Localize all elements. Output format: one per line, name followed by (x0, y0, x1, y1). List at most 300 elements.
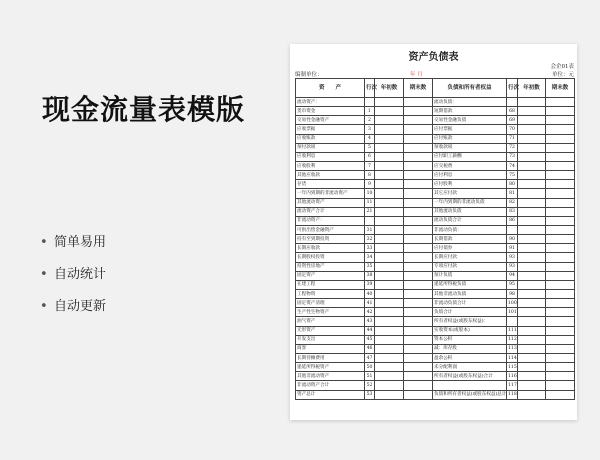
asset-label: 其他应收款 (296, 171, 365, 180)
feature-label: 自动更新 (54, 299, 107, 314)
liability-label: 所有者权益(或股东权益)合计 (433, 372, 507, 381)
table-row (296, 344, 575, 353)
liability-line-no: 75 (507, 171, 518, 180)
asset-opening-value (375, 225, 404, 234)
liability-opening-value (518, 253, 546, 262)
asset-opening-value (375, 207, 404, 216)
asset-opening-value (375, 390, 404, 399)
currency-unit: 单位：元 (551, 72, 574, 78)
asset-label: 固定资产清理 (296, 299, 365, 308)
liability-opening-value (518, 353, 546, 362)
liability-line-no: 91 (507, 244, 518, 253)
asset-closing-value (404, 308, 433, 317)
bullet-icon: • (40, 267, 48, 282)
header-closing: 期末数 (546, 79, 575, 98)
liability-label: 预计负债 (433, 271, 507, 280)
asset-label: 预付款项 (296, 143, 365, 152)
asset-opening-value (375, 344, 404, 353)
table-row (296, 152, 575, 161)
table-row (296, 125, 575, 134)
asset-closing-value (404, 381, 433, 390)
asset-closing-value (404, 289, 433, 298)
asset-line-no: 46 (365, 344, 375, 353)
sheet-title: 资产负债表 (408, 52, 459, 63)
table-row (296, 198, 575, 207)
feature-item (40, 297, 106, 329)
liability-line-no: 116 (507, 372, 518, 381)
date-label: 年 月 (410, 72, 423, 78)
liability-label: 负债合计 (433, 308, 507, 317)
liability-opening-value (518, 244, 546, 253)
asset-opening-value (375, 262, 404, 271)
asset-line-no: 42 (365, 308, 375, 317)
asset-opening-value (375, 116, 404, 125)
liability-line-no: 113 (507, 344, 518, 353)
asset-closing-value (404, 363, 433, 372)
table-row (296, 244, 575, 253)
asset-closing-value (404, 98, 433, 107)
asset-opening-value (375, 308, 404, 317)
liability-opening-value (518, 225, 546, 234)
asset-line-no: 41 (365, 299, 375, 308)
liability-closing-value (546, 189, 575, 198)
asset-closing-value (404, 253, 433, 262)
liability-opening-value (518, 98, 546, 107)
liability-opening-value (518, 363, 546, 372)
asset-opening-value (375, 180, 404, 189)
asset-opening-value (375, 107, 404, 116)
asset-label: 存货 (296, 180, 365, 189)
asset-opening-value (375, 125, 404, 134)
liability-closing-value (546, 289, 575, 298)
asset-label: 长期待摊费用 (296, 353, 365, 362)
header-liabilities: 负债和所有者权益 (433, 79, 507, 98)
table-row (296, 317, 575, 326)
table-header-row (296, 79, 575, 98)
asset-closing-value (404, 207, 433, 216)
asset-closing-value (404, 198, 433, 207)
balance-sheet-preview (290, 44, 577, 420)
liability-line-no: 86 (507, 216, 518, 225)
asset-label: 在建工程 (296, 280, 365, 289)
asset-line-no: 5 (365, 143, 375, 152)
liability-label: 实收资本(或股本) (433, 326, 507, 335)
asset-label: 应收账款 (296, 134, 365, 143)
liability-closing-value (546, 262, 575, 271)
table-row (296, 107, 575, 116)
asset-closing-value (404, 271, 433, 280)
asset-closing-value (404, 125, 433, 134)
asset-line-no: 40 (365, 289, 375, 298)
asset-label: 无形资产 (296, 326, 365, 335)
liability-line-no: 74 (507, 161, 518, 170)
liability-label: 应付票据 (433, 125, 507, 134)
table-row (296, 390, 575, 399)
liability-closing-value (546, 235, 575, 244)
table-row (296, 180, 575, 189)
hero-title: 现金流量表模版 (42, 93, 246, 126)
liability-closing-value (546, 207, 575, 216)
liability-closing-value (546, 134, 575, 143)
balance-table (295, 78, 575, 400)
asset-line-no: 32 (365, 235, 375, 244)
asset-label: 工程物资 (296, 289, 365, 298)
asset-opening-value (375, 171, 404, 180)
liability-closing-value (546, 107, 575, 116)
form-number: 会企01表 (550, 64, 574, 70)
asset-label: 其他流动资产 (296, 198, 365, 207)
asset-label: 非流动资产： (296, 216, 365, 225)
liability-line-no: 72 (507, 143, 518, 152)
asset-line-no (365, 216, 375, 225)
table-row (296, 262, 575, 271)
liability-closing-value (546, 308, 575, 317)
liability-line-no: 117 (507, 381, 518, 390)
asset-label: 流动资产合计 (296, 207, 365, 216)
table-row (296, 335, 575, 344)
asset-label: 固定资产 (296, 271, 365, 280)
liability-label: 预收款项 (433, 143, 507, 152)
asset-line-no: 10 (365, 189, 375, 198)
asset-label: 油气资产 (296, 317, 365, 326)
liability-label: 非流动负债合计 (433, 299, 507, 308)
table-row (296, 134, 575, 143)
liability-closing-value (546, 299, 575, 308)
liability-opening-value (518, 107, 546, 116)
asset-closing-value (404, 244, 433, 253)
asset-label: 递延所得税资产 (296, 363, 365, 372)
table-row (296, 171, 575, 180)
liability-line-no: 93 (507, 262, 518, 271)
liability-closing-value (546, 344, 575, 353)
liability-opening-value (518, 390, 546, 399)
liability-closing-value (546, 116, 575, 125)
company-label: 编制单位： (295, 72, 323, 78)
liability-label: 递延所得税负债 (433, 280, 507, 289)
asset-label: 流动资产： (296, 98, 365, 107)
liability-label: 应付账款 (433, 134, 507, 143)
liability-closing-value (546, 171, 575, 180)
liability-opening-value (518, 344, 546, 353)
asset-closing-value (404, 116, 433, 125)
asset-line-no: 7 (365, 161, 375, 170)
asset-label: 资产总计 (296, 390, 365, 399)
asset-label: 货币资金 (296, 107, 365, 116)
asset-label: 商誉 (296, 344, 365, 353)
liability-label: 减：库存股 (433, 344, 507, 353)
table-row (296, 372, 575, 381)
asset-closing-value (404, 143, 433, 152)
liability-label: 流动负债合计 (433, 216, 507, 225)
liability-opening-value (518, 125, 546, 134)
feature-label: 自动统计 (54, 267, 107, 282)
asset-closing-value (404, 235, 433, 244)
asset-closing-value (404, 372, 433, 381)
asset-opening-value (375, 289, 404, 298)
liability-opening-value (518, 317, 546, 326)
liability-closing-value (546, 225, 575, 234)
liability-opening-value (518, 289, 546, 298)
asset-label: 应收票据 (296, 125, 365, 134)
table-row (296, 299, 575, 308)
asset-label: 其他非流动资产 (296, 372, 365, 381)
liability-opening-value (518, 381, 546, 390)
liability-opening-value (518, 143, 546, 152)
asset-label: 开发支出 (296, 335, 365, 344)
asset-closing-value (404, 161, 433, 170)
liability-opening-value (518, 299, 546, 308)
liability-line-no: 94 (507, 271, 518, 280)
asset-line-no (365, 98, 375, 107)
liability-line-no: 115 (507, 363, 518, 372)
liability-opening-value (518, 152, 546, 161)
bullet-icon: • (40, 299, 48, 314)
asset-line-no: 53 (365, 390, 375, 399)
table-row (296, 98, 575, 107)
liability-label: 一年内到期的非流动负债 (433, 198, 507, 207)
asset-line-no: 43 (365, 317, 375, 326)
liability-label: 盈余公积 (433, 353, 507, 362)
header-line: 行次 (507, 79, 518, 98)
liability-opening-value (518, 235, 546, 244)
liability-opening-value (518, 271, 546, 280)
liability-label (433, 381, 507, 390)
liability-opening-value (518, 216, 546, 225)
liability-closing-value (546, 372, 575, 381)
asset-line-no: 9 (365, 180, 375, 189)
asset-label: 非流动资产合计 (296, 381, 365, 390)
asset-opening-value (375, 198, 404, 207)
liability-closing-value (546, 125, 575, 134)
asset-opening-value (375, 381, 404, 390)
asset-opening-value (375, 216, 404, 225)
asset-line-no: 44 (365, 326, 375, 335)
asset-line-no: 6 (365, 152, 375, 161)
feature-item (40, 265, 106, 297)
liability-label: 交易性金融负债 (433, 116, 507, 125)
liability-closing-value (546, 253, 575, 262)
asset-opening-value (375, 372, 404, 381)
asset-opening-value (375, 134, 404, 143)
table-row (296, 189, 575, 198)
asset-opening-value (375, 363, 404, 372)
asset-opening-value (375, 317, 404, 326)
liability-line-no: 80 (507, 180, 518, 189)
liability-closing-value (546, 98, 575, 107)
liability-line-no: 73 (507, 152, 518, 161)
asset-closing-value (404, 390, 433, 399)
table-row (296, 363, 575, 372)
header-assets: 资 产 (296, 79, 365, 98)
table-row (296, 326, 575, 335)
table-row (296, 289, 575, 298)
liability-line-no: 81 (507, 189, 518, 198)
asset-closing-value (404, 353, 433, 362)
asset-closing-value (404, 189, 433, 198)
header-opening: 年初数 (375, 79, 404, 98)
table-row (296, 161, 575, 170)
asset-closing-value (404, 134, 433, 143)
asset-closing-value (404, 326, 433, 335)
table-row (296, 116, 575, 125)
table-row (296, 280, 575, 289)
asset-closing-value (404, 107, 433, 116)
liability-closing-value (546, 216, 575, 225)
asset-label: 长期应收款 (296, 244, 365, 253)
liability-opening-value (518, 326, 546, 335)
asset-opening-value (375, 152, 404, 161)
liability-line-no: 114 (507, 353, 518, 362)
liability-line-no: 98 (507, 289, 518, 298)
liability-closing-value (546, 198, 575, 207)
liability-opening-value (518, 171, 546, 180)
liability-line-no (507, 98, 518, 107)
liability-closing-value (546, 317, 575, 326)
asset-closing-value (404, 152, 433, 161)
table-row (296, 207, 575, 216)
liability-closing-value (546, 152, 575, 161)
liability-label: 其他非流动负债 (433, 289, 507, 298)
asset-opening-value (375, 326, 404, 335)
asset-opening-value (375, 253, 404, 262)
feature-list (40, 233, 106, 329)
liability-line-no: 100 (507, 299, 518, 308)
liability-closing-value (546, 244, 575, 253)
asset-line-no: 39 (365, 280, 375, 289)
liability-line-no: 118 (507, 390, 518, 399)
liability-label: 未分配利润 (433, 363, 507, 372)
asset-closing-value (404, 335, 433, 344)
asset-closing-value (404, 317, 433, 326)
liability-closing-value (546, 326, 575, 335)
asset-line-no: 50 (365, 363, 375, 372)
liability-opening-value (518, 280, 546, 289)
asset-line-no: 3 (365, 125, 375, 134)
liability-line-no: 68 (507, 107, 518, 116)
liability-label: 非流动负债： (433, 225, 507, 234)
header-opening: 年初数 (518, 79, 546, 98)
liability-closing-value (546, 271, 575, 280)
liability-label: 其他流动负债 (433, 207, 507, 216)
liability-line-no: 95 (507, 280, 518, 289)
asset-line-no: 31 (365, 225, 375, 234)
liability-line-no: 71 (507, 134, 518, 143)
asset-line-no: 4 (365, 134, 375, 143)
asset-opening-value (375, 143, 404, 152)
asset-opening-value (375, 189, 404, 198)
liability-line-no: 82 (507, 198, 518, 207)
liability-opening-value (518, 116, 546, 125)
asset-closing-value (404, 180, 433, 189)
liability-closing-value (546, 161, 575, 170)
asset-label: 投资性房地产 (296, 262, 365, 271)
table-row (296, 216, 575, 225)
liability-label: 资本公积 (433, 335, 507, 344)
table-row (296, 353, 575, 362)
liability-label: 流动负债： (433, 98, 507, 107)
liability-label: 长期应付款 (433, 253, 507, 262)
asset-closing-value (404, 171, 433, 180)
asset-opening-value (375, 244, 404, 253)
liability-label: 其它应付款 (433, 189, 507, 198)
liability-opening-value (518, 198, 546, 207)
liability-opening-value (518, 262, 546, 271)
asset-line-no: 35 (365, 262, 375, 271)
asset-line-no: 11 (365, 198, 375, 207)
liability-line-no (507, 225, 518, 234)
liability-opening-value (518, 207, 546, 216)
liability-closing-value (546, 335, 575, 344)
liability-opening-value (518, 308, 546, 317)
liability-closing-value (546, 363, 575, 372)
asset-line-no: 45 (365, 335, 375, 344)
liability-opening-value (518, 161, 546, 170)
liability-label: 负债和所有者权益(或股东权益)总计 (433, 390, 507, 399)
asset-label: 交易性金融资产 (296, 116, 365, 125)
asset-closing-value (404, 299, 433, 308)
liability-label: 应交税费 (433, 161, 507, 170)
asset-opening-value (375, 335, 404, 344)
table-row (296, 271, 575, 280)
asset-closing-value (404, 262, 433, 271)
bullet-icon: • (40, 235, 48, 250)
liability-line-no (507, 317, 518, 326)
asset-opening-value (375, 98, 404, 107)
table-row (296, 225, 575, 234)
liability-opening-value (518, 189, 546, 198)
liability-line-no: 83 (507, 207, 518, 216)
asset-line-no: 47 (365, 353, 375, 362)
asset-label: 应收利息 (296, 152, 365, 161)
feature-label: 简单易用 (54, 235, 107, 250)
liability-closing-value (546, 180, 575, 189)
asset-opening-value (375, 299, 404, 308)
asset-label: 一年内到期的非流动资产 (296, 189, 365, 198)
feature-item (40, 233, 106, 265)
liability-line-no: 70 (507, 125, 518, 134)
table-row (296, 381, 575, 390)
asset-line-no: 1 (365, 107, 375, 116)
liability-closing-value (546, 353, 575, 362)
liability-line-no: 90 (507, 235, 518, 244)
asset-opening-value (375, 235, 404, 244)
asset-label: 持有至到期投资 (296, 235, 365, 244)
liability-line-no: 101 (507, 308, 518, 317)
asset-opening-value (375, 161, 404, 170)
asset-label: 生产性生物资产 (296, 308, 365, 317)
asset-opening-value (375, 353, 404, 362)
asset-line-no: 52 (365, 381, 375, 390)
asset-label: 应收股利 (296, 161, 365, 170)
asset-line-no: 2 (365, 116, 375, 125)
table-row (296, 253, 575, 262)
asset-closing-value (404, 216, 433, 225)
asset-label: 可供出售金融资产 (296, 225, 365, 234)
liability-closing-value (546, 381, 575, 390)
asset-opening-value (375, 271, 404, 280)
asset-closing-value (404, 225, 433, 234)
table-row (296, 143, 575, 152)
liability-closing-value (546, 280, 575, 289)
liability-label: 长期借款 (433, 235, 507, 244)
liability-label: 专项应付款 (433, 262, 507, 271)
liability-label: 应付债券 (433, 244, 507, 253)
asset-line-no: 34 (365, 253, 375, 262)
asset-line-no: 21 (365, 207, 375, 216)
asset-line-no: 38 (365, 271, 375, 280)
table-row (296, 235, 575, 244)
liability-line-no: 93 (507, 253, 518, 262)
